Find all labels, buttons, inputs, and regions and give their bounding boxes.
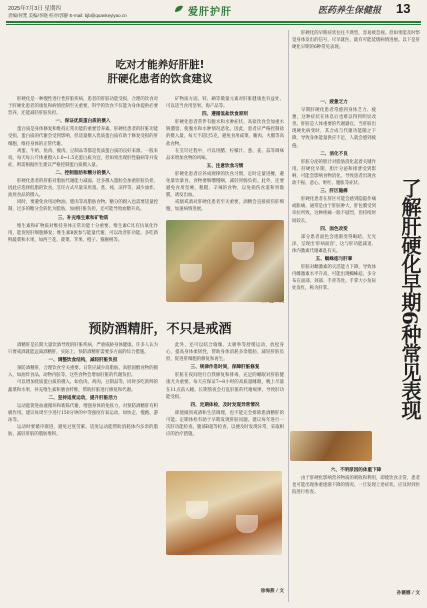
article1-paragraph: 蛋白质是身体修复和维持正常功能的重要营养素。肝硬化患者的肝脏功能受损，蛋白质的代谢会受到影响，但适量摄入优质蛋白质有助于修复受损的肝细胞，维持身体的正常代谢。 xyxy=(8,127,158,147)
article1-paragraph: 肝硬化患者常伴有腹水和水肿症状，高盐饮食会加重水钠潴留，使腹水和水肿情况恶化。因此，患者应严格控制盐的摄入量，每天不超过5克，避免食用咸菜、腌肉、火腿等高盐食物。 xyxy=(166,120,284,147)
article2-title: 预防酒精肝，不只是戒酒 xyxy=(88,322,232,337)
article1-paragraph: 矿物质方面，锌、硒等微量元素对肝脏健康也有益处，可以适当食用坚果、海产品等。 xyxy=(166,97,284,110)
column-divider xyxy=(288,30,289,602)
article1-paragraph: 肝硬化患者的肝脏对脂肪代谢能力减弱，过多摄入脂肪会加重肝脏负担，因此应选择低脂的饮食。烹饪方式尽量采用蒸、煮、炖、凉拌等，减少油炸、油煎食品的摄入。 xyxy=(8,179,158,199)
article1-paragraph: 维生素和矿物质对维持身体正常功能十分重要。维生素C具有抗氧化作用，能促进肝细胞修复；维生素B族参与能量代谢，可以改善肝功能。多吃新鲜蔬菜和水果，如西兰花、菠菜、苹果、橙子、猕猴桃等。 xyxy=(8,223,158,243)
article3-heading-1: 一、疲惫乏力 xyxy=(320,100,348,105)
article1-heading-1: 一、保证优质蛋白质的摄入 xyxy=(55,119,111,125)
article3-paragraph: 部分患者面色会逐渐变得晦暗、无光泽，呈现出'肝病面容'，这与肝功能减退、体内激素代谢紊乱有关。 xyxy=(292,234,376,254)
article1-paragraph: 肝硬化患者应养成规律的饮食习惯，定时定量进餐，避免暴饮暴食。食物要细嚼慢咽，减轻胃肠负担。此外，还要避免食用坚硬、粗糙、辛辣的食物，以免损伤食道和胃黏膜，诱发出血。 xyxy=(166,171,284,199)
article3-paragraph: 早期肝硬化患者常感到身体乏力、疲惫，这种症状在休息后也难以得到明显改善。肝脏是人体重要的代谢器官，当肝脏出现硬化病变时，其合成与代谢功能随之下降，导致身体能量供应不足，人就会感到疲倦。 xyxy=(292,108,376,149)
article3-lead-box xyxy=(292,30,420,96)
article1-paragraph: 戒烟戒酒对肝硬化患者至关重要，酒精会直接损伤肝细胞，加速病情进展。 xyxy=(166,200,284,213)
article2-column-left xyxy=(8,342,158,598)
article2-heading-2: 二、坚持适度运动，提升肝脏活力 xyxy=(48,395,118,401)
article2-byline: 徐海燕 / 文 xyxy=(260,589,284,594)
article2-paragraph: 预防酒精肝，合理饮食至关重要。日常应减少高脂肪、高胆固醇食物的摄入，如油炸食品、动物内脏等。这些食物会增加肝脏的代谢负担。 xyxy=(8,366,158,379)
bowl-shape xyxy=(232,242,254,260)
article3-byline: 孙薇娜 / 文 xyxy=(396,591,420,596)
leaf-icon xyxy=(174,5,184,13)
header-rule xyxy=(6,21,421,23)
article1-paragraph: 在烹饪过程中，可以用醋、柠檬汁、葱、姜、蒜等调味品来增加食物的风味。 xyxy=(166,148,284,161)
article1-lead: 肝硬化是一种慢性进行性肝脏疾病，患者的肝脏功能受损，合理的饮食对于肝硬化患者的康复和病情控制至关重要。科学的饮食不仅能为身体提供必要营养，还能减轻肝脏负担。 xyxy=(8,97,158,117)
issue-date: 2025年7月3日 星期四 xyxy=(8,6,61,12)
article2-paragraph: 运动能促进血液循环和新陈代谢，增强身体的免疫力，对预防酒精肝有积极作用。建议每周至少进行150分钟的中等强度有氧运动，如快走、慢跑、游泳等。 xyxy=(8,403,158,423)
article2-paragraph: 此外，还可以结合瑜伽、太极拳等舒缓运动，放松身心，提高身体柔韧性，帮助身体消耗多余脂肪，减轻肝脏负担，促进肝细胞的修复和再生。 xyxy=(166,343,284,363)
page-number: 13 xyxy=(396,1,411,16)
article2-paragraph: 酒精肝是长期大量饮酒导致的肝脏疾病，严重威胁身体健康。许多人认为只要戒酒就能远离酒精肝，实际上，预防酒精肝需要多方面的综合措施。 xyxy=(8,343,158,356)
article3-paragraph: 肝硬化患者在肝区可能会感到隐隐作痛或胀痛，通常是由于肝脏肿大，肝包膜受到牵拉所致。这种疼痛一般不剧烈，但持续时间较长。 xyxy=(292,197,376,224)
article1-heading-2: 二、控制脂肪和糖分的摄入 xyxy=(55,170,111,176)
article2-heading-3: 三、规律作息时间，保障肝脏修复 xyxy=(190,365,260,371)
article3-paragraph: 肝脏对雌激素的灭活能力下降，导致体内雌激素水平升高，可能出现蜘蛛痣，多分布在面部、颈部、手背等处。手掌大小鱼际处发红，称为肝掌。 xyxy=(292,265,376,292)
article1-paragraph: 鸡蛋、牛奶、鱼肉、瘦肉、豆制品等都是优质蛋白质的良好来源。一般来说，每天每公斤体重摄入1.0~1.5克蛋白质为宜，但如果出现肝性脑病等并发症，则需根据医生建议严格控制蛋白质摄入量。 xyxy=(8,148,158,168)
article2-paragraph: 运动时要循序渐进，避免过度劳累。适度运动能帮助消耗体内多余的脂肪，减轻肝脏的脂肪堆积。 xyxy=(8,425,158,438)
article3-lead: 肝硬化的早期症状往往不典型，容易被忽视。但如果能及时察觉身体发出的信号，尽早就医，就有可能延缓病情进展。以下是肝硬化早期的6种常见表现。 xyxy=(292,31,420,51)
header-rule-thin xyxy=(6,24,421,25)
healthy-food-photo xyxy=(166,220,284,302)
article2-paragraph: 可以增加优质蛋白质的摄入，如鱼肉、鸡肉、豆制品等，同时多吃新鲜的蔬菜和水果，补充维生素和膳食纤维，帮助肝脏进行修复和代谢。 xyxy=(8,380,158,393)
article3-vertical-title: 了解肝硬化早期6种常见表现 xyxy=(398,178,422,419)
article2-column-right xyxy=(166,342,284,470)
article1-heading-5: 五、注意饮食习惯 xyxy=(206,163,244,169)
article2-byline-box xyxy=(230,588,284,598)
article1-title-line1: 吃对才能养好肝脏! xyxy=(115,59,205,71)
drink-photo xyxy=(166,471,282,555)
editor-line: 责编/何梵 美编/李晓 校对/郭静 E-mail: bjb@quankeyiyao.cn xyxy=(8,13,127,18)
cup-shape xyxy=(236,515,258,533)
article2-paragraph: 即使做到戒酒和生活调理，也不能完全排除患酒精肝的可能。定期体检有助于早期发现肝脏问题。建议每年进行一次肝功能检查、腹部B超等检查，以便及时发现异常，采取相应的治疗措施。 xyxy=(166,410,284,438)
article3-column xyxy=(292,98,376,428)
liver-illustration xyxy=(290,431,372,461)
article1-column-left xyxy=(8,96,158,310)
cup-shape xyxy=(186,501,208,519)
article3-heading-3: 三、肝区隐痛 xyxy=(320,189,348,195)
article1-paragraph: 同时，要避免食用动物油、肥肉等高脂肪食物。糖分的摄入也需要适量控制，过多的糖分会转化为脂肪，加重肝脏负担，还可能导致血糖升高。 xyxy=(8,200,158,213)
article3-paragraph: 由于肝硬化影响营养物质的吸收和利用，即使饮食正常，患者也可能出现体重逐渐下降的情况。一旦发现上述症状，应及时到医院进行检查。 xyxy=(292,476,420,496)
article3-heading-5: 五、蜘蛛痣与肝掌 xyxy=(315,256,353,262)
article1-column-right xyxy=(166,96,284,218)
article3-column-bottom xyxy=(292,466,420,590)
newspaper-name: 医药养生保健报 xyxy=(318,6,382,16)
article3-paragraph: 肝脏分泌的胆汁对脂肪消化起着关键作用。肝硬化早期，胆汁分泌和排泄受到影响，可能会影响食物消化，导致患者出现食欲不振、恶心、呕吐、腹胀等症状。 xyxy=(292,159,376,187)
article2-heading-4: 四、定期体检，及时发现异常情况 xyxy=(190,402,260,408)
article2-paragraph: 肝脏在夜间进行自我修复和排毒，充足的睡眠对肝脏健康尤为重要。每天应保证7~8小时的高质量睡眠，晚上尽量在11点前入睡。长期熬夜会打乱肝脏的代谢规律，导致肝功能受损。 xyxy=(166,373,284,400)
article1-title-line2: 肝硬化患者的饮食建议 xyxy=(107,73,213,85)
article3-heading-6: 六、不明原因的体重下降 xyxy=(330,468,382,473)
article3-heading-4: 四、面色改变 xyxy=(320,226,348,232)
article2-heading-1: 一、调整饮食结构，减轻肝脏负担 xyxy=(48,358,118,364)
bowl-shape xyxy=(180,264,202,282)
article3-byline-box xyxy=(360,590,420,600)
article1-heading-3: 三、补充维生素和矿物质 xyxy=(57,215,109,221)
section-title: 爱肝护肝 xyxy=(188,7,232,18)
article1-heading-4: 四、遵循低盐饮食原则 xyxy=(202,112,248,118)
article1-title xyxy=(60,58,260,86)
article3-heading-2: 二、消化不良 xyxy=(320,151,348,157)
